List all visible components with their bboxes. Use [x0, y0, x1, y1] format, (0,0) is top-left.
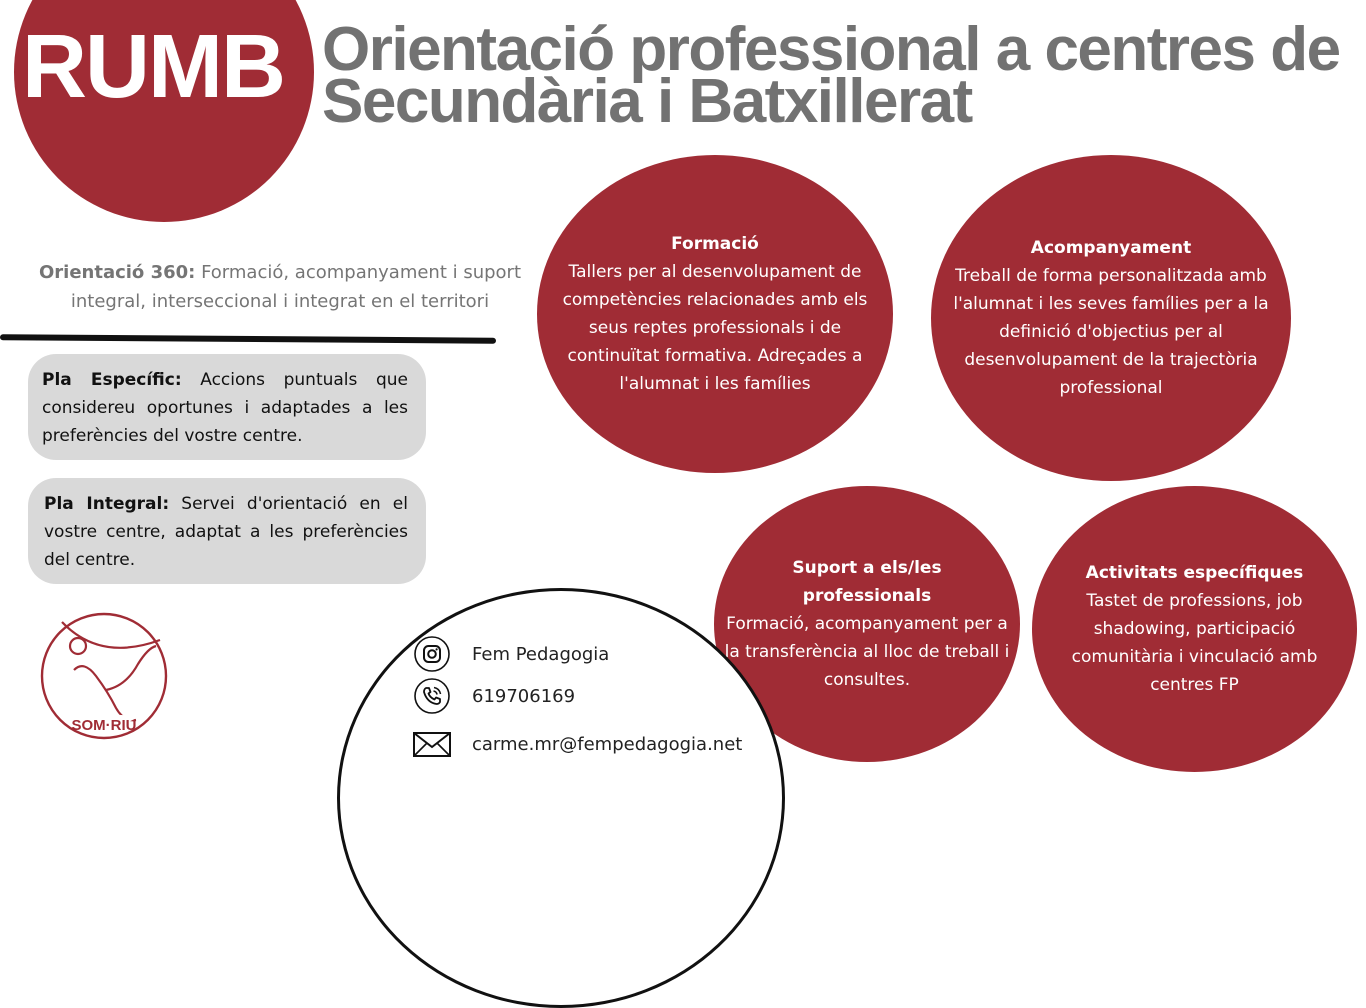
contact-phone[interactable] [412, 676, 575, 716]
intro-body: Formació, acompanyament i suport integral, interseccional i integrat en el territori [70, 262, 522, 312]
somriu-label: SOM·RIU [71, 717, 137, 734]
intro-label: Orientació 360: [38, 262, 196, 283]
circle-suport-text: Formació, acompanyament per a la transferència al lloc de treball i consultes. [724, 614, 1010, 690]
divider [0, 334, 496, 343]
circle-formacio-title: Formació [671, 234, 759, 254]
title-line-1: Orientació professional a centres de [322, 15, 1340, 84]
circle-acompanyament-text: Treball de forma personalitzada amb l'alumnat i les seves famílies per a la definició d'objectius per al desenvolupament de la trajectòria professional [953, 266, 1269, 398]
circle-suport-title: Suport a els/les professionals [792, 558, 942, 606]
instagram-handle: Fem Pedagogia [472, 643, 610, 665]
page-title [322, 15, 1352, 136]
contact-instagram[interactable] [412, 634, 609, 674]
plan-especific-label: Pla Específic: [42, 370, 182, 390]
circle-activitats [1032, 486, 1357, 772]
instagram-icon [412, 634, 452, 674]
somriu-logo [40, 612, 170, 746]
rumb-logo: RUMB [22, 17, 284, 117]
circle-formacio-text: Tallers per al desenvolupament de competències relacionades amb els seus reptes professionals i de continuïtat formativa. Adreçades a l'alumnat i les famílies [562, 262, 868, 394]
plan-integral [28, 478, 426, 584]
plan-integral-label: Pla Integral: [44, 494, 170, 514]
circle-formacio [537, 155, 893, 473]
intro-text [18, 258, 542, 316]
plan-especific-text: Accions puntuals que considereu oportunes i adaptades a les preferències del vostre centre. [42, 370, 408, 446]
contact-email[interactable] [412, 724, 742, 764]
phone-icon [412, 676, 452, 716]
circle-acompanyament [931, 155, 1291, 481]
circle-activitats-title: Activitats específiques [1085, 563, 1304, 583]
plan-integral-text: Servei d'orientació en el vostre centre, adaptat a les preferències del centre. [44, 494, 408, 570]
circle-acompanyament-title: Acompanyament [1030, 238, 1192, 258]
email-address: carme.mr@fempedagogia.net [472, 733, 743, 755]
plan-especific [28, 354, 426, 460]
phone-number: 619706169 [472, 685, 576, 707]
mail-icon [412, 724, 452, 764]
circle-activitats-text: Tastet de professions, job shadowing, participació comunitària i vinculació amb centres FP [1071, 591, 1318, 695]
title-line-2: Secundària i Batxillerat [322, 67, 972, 136]
